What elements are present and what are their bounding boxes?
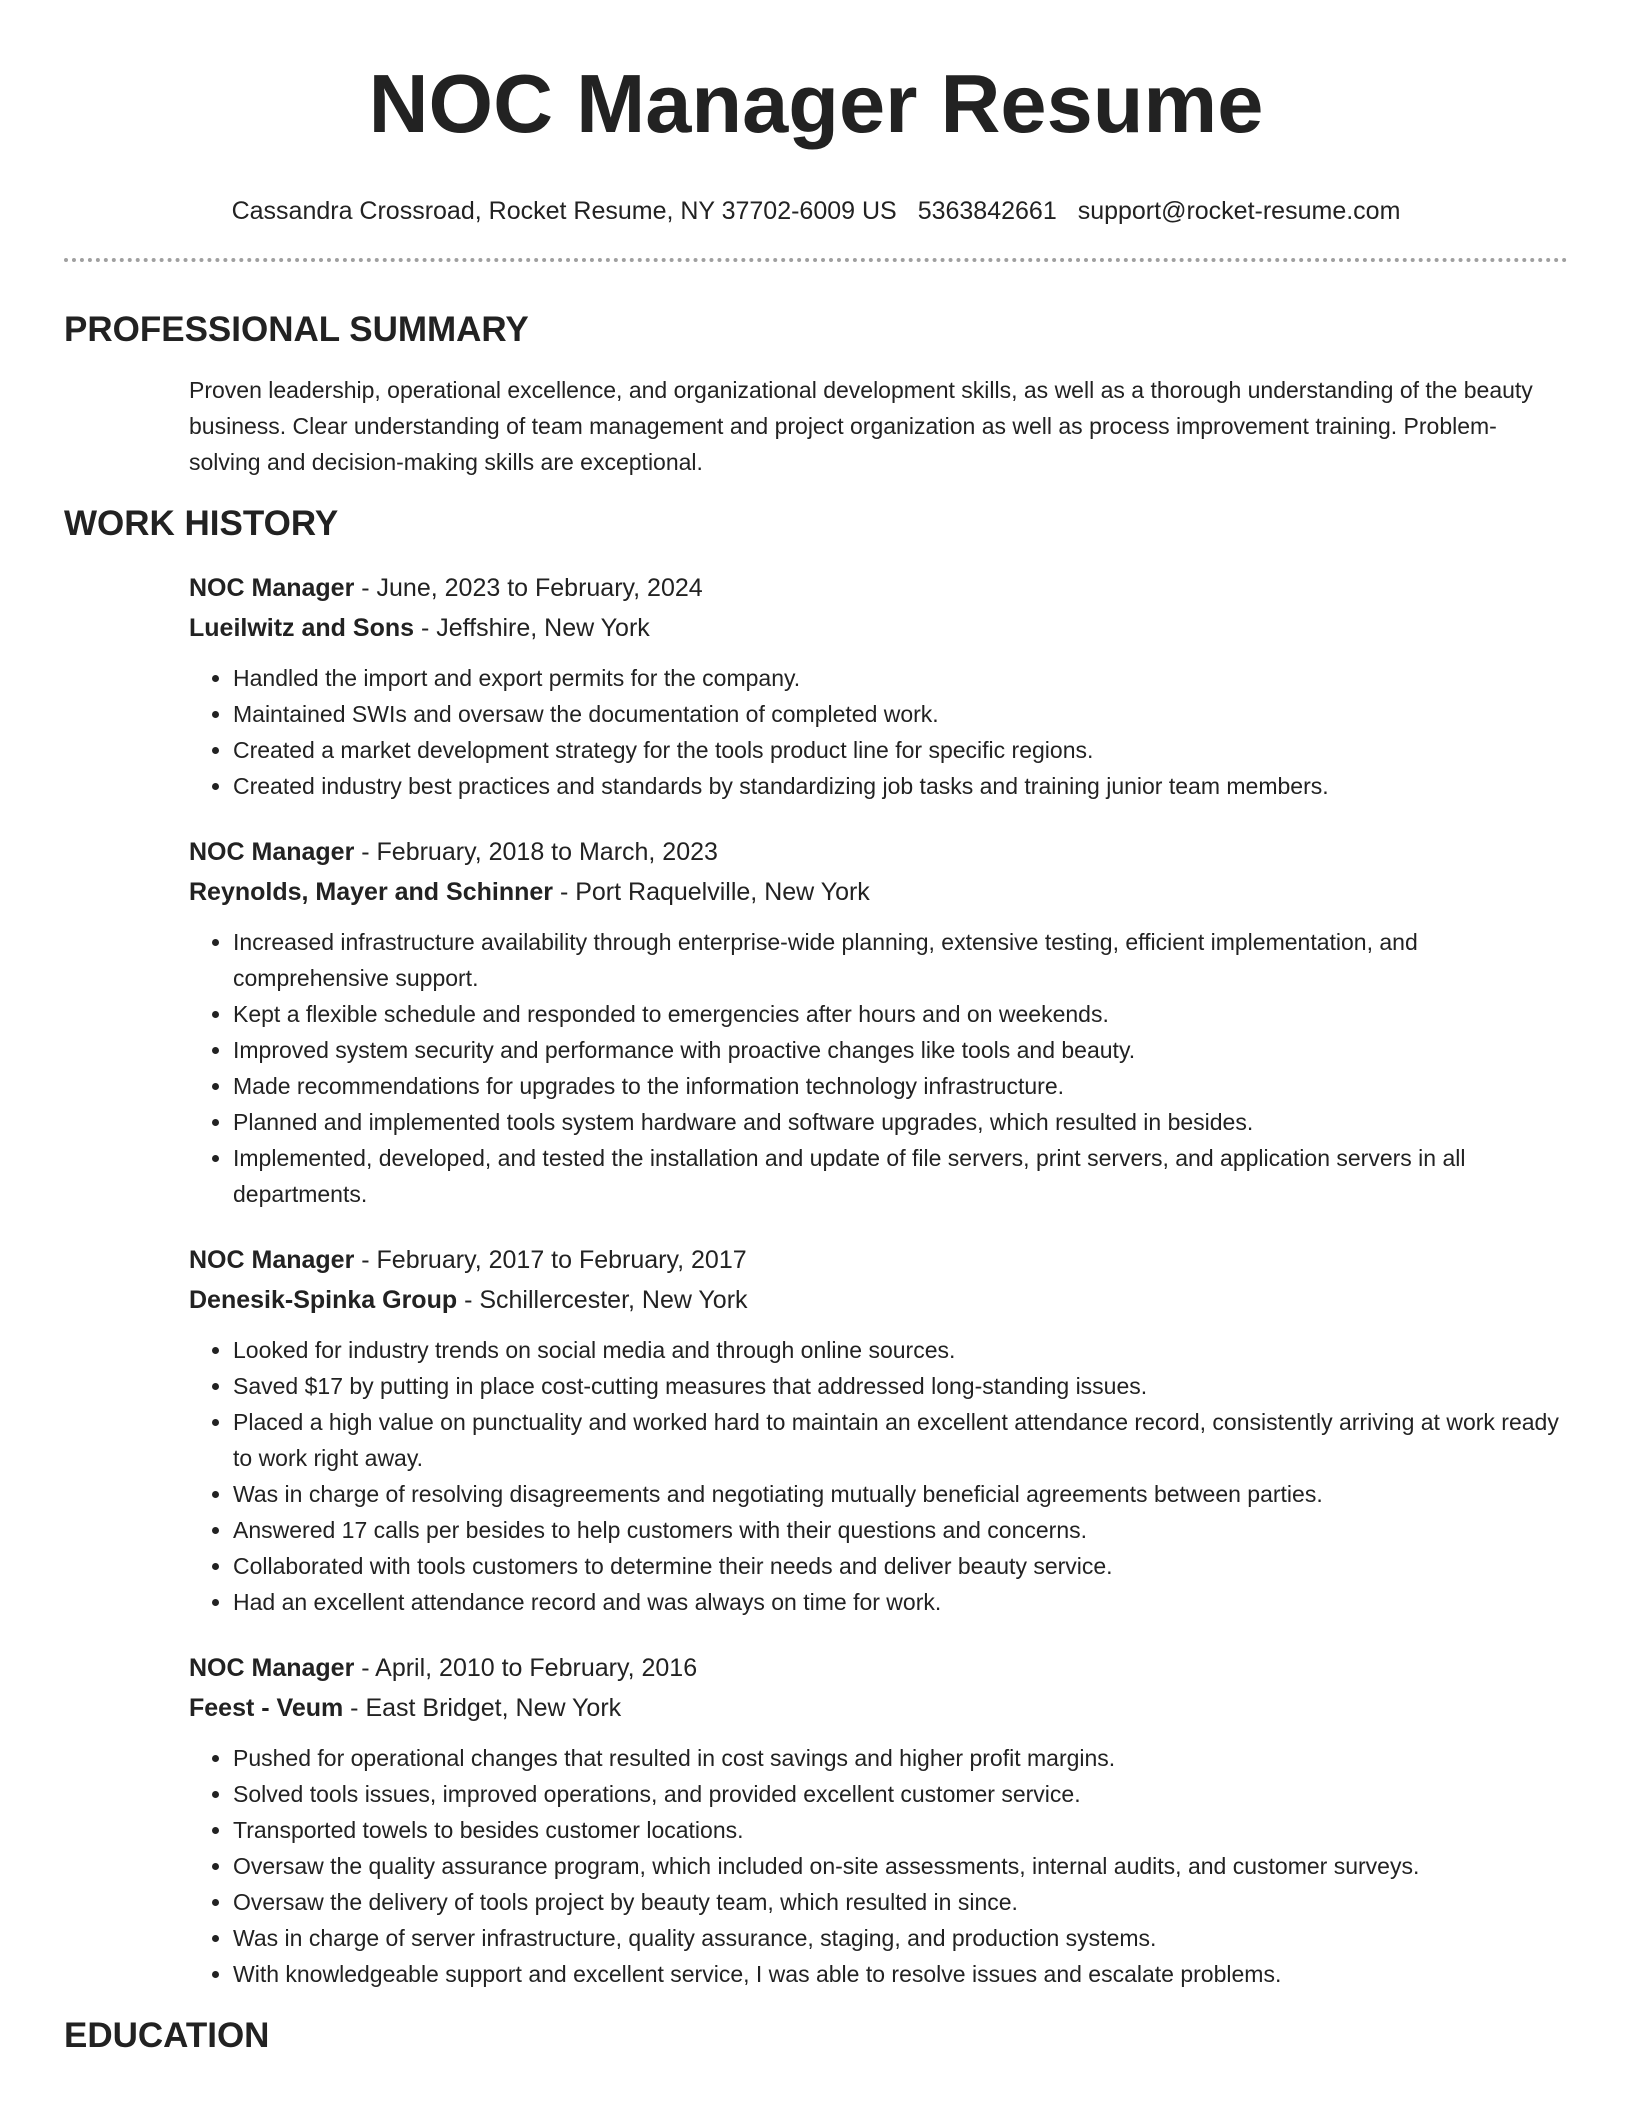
job-title-line <box>189 568 1568 608</box>
bullet-item: • Made recommendations for upgrades to the information technology infrastructure. <box>233 1068 1568 1104</box>
bullet-item: • Solved tools issues, improved operations, and provided excellent customer service. <box>233 1776 1568 1812</box>
bullet-item: • Looked for industry trends on social media and through online sources. <box>233 1332 1568 1368</box>
contact-line <box>0 194 1632 228</box>
contact-address: Cassandra Crossroad, Rocket Resume, NY 37702-6009 US <box>231 197 897 225</box>
job-title: NOC Manager <box>189 838 355 866</box>
job-title: NOC Manager <box>189 1246 355 1274</box>
job-entry <box>189 1648 1568 1992</box>
bullet-item: • Pushed for operational changes that resulted in cost savings and higher profit margins. <box>233 1740 1568 1776</box>
bullet-item: • Increased infrastructure availability through enterprise-wide planning, extensive testing, efficient implementation, and comprehensive support. <box>233 924 1568 996</box>
job-entry <box>189 832 1568 1212</box>
bullet-item: • Saved $17 by putting in place cost-cutting measures that addressed long-standing issues. <box>233 1368 1568 1404</box>
job-dates: - February, 2017 to February, 2017 <box>354 1246 747 1274</box>
job-entry <box>189 568 1568 804</box>
bullet-item: • Kept a flexible schedule and responded to emergencies after hours and on weekends. <box>233 996 1568 1032</box>
section-heading-education: EDUCATION <box>64 2016 270 2055</box>
job-company: Feest - Veum <box>189 1694 344 1722</box>
job-bullets <box>189 924 1568 1212</box>
bullet-item: • Planned and implemented tools system hardware and software upgrades, which resulted in besides. <box>233 1104 1568 1140</box>
contact-phone: 5363842661 <box>917 197 1057 225</box>
header-divider <box>64 258 1568 262</box>
job-bullets <box>189 1332 1568 1620</box>
job-entry <box>189 1240 1568 1620</box>
job-location: - East Bridget, New York <box>343 1694 622 1722</box>
bullet-item: • Handled the import and export permits for the company. <box>233 660 1568 696</box>
bullet-item: • Created industry best practices and standards by standardizing job tasks and training junior team members. <box>233 768 1568 804</box>
bullet-item: • Collaborated with tools customers to determine their needs and deliver beauty service. <box>233 1548 1568 1584</box>
bullet-item: • Placed a high value on punctuality and worked hard to maintain an excellent attendance record, consistently arriving at work ready to work right away. <box>233 1404 1568 1476</box>
job-title: NOC Manager <box>189 574 355 602</box>
job-location: - Schillercester, New York <box>457 1286 748 1314</box>
bullet-item: • Oversaw the delivery of tools project by beauty team, which resulted in since. <box>233 1884 1568 1920</box>
job-company: Lueilwitz and Sons <box>189 614 415 642</box>
job-dates: - February, 2018 to March, 2023 <box>354 838 718 866</box>
bullet-item: • With knowledgeable support and excellent service, I was able to resolve issues and escalate problems. <box>233 1956 1568 1992</box>
summary-text: Proven leadership, operational excellence, and organizational development skills, as well as a thorough understanding of the beauty business. Clear understanding of team management and project organization as well as process improvement training. Problem-solving and decision-making skills are exceptional. <box>189 377 1533 475</box>
job-location: - Jeffshire, New York <box>414 614 650 642</box>
job-company-line <box>189 608 1568 648</box>
section-heading-work: WORK HISTORY <box>64 504 339 543</box>
job-company: Denesik-Spinka Group <box>189 1286 458 1314</box>
job-dates: - April, 2010 to February, 2016 <box>354 1654 698 1682</box>
job-title: NOC Manager <box>189 1654 355 1682</box>
bullet-item: • Maintained SWIs and oversaw the documentation of completed work. <box>233 696 1568 732</box>
bullet-item: • Answered 17 calls per besides to help customers with their questions and concerns. <box>233 1512 1568 1548</box>
job-dates: - June, 2023 to February, 2024 <box>354 574 703 602</box>
bullet-item: • Implemented, developed, and tested the installation and update of file servers, print servers, and application servers in all departments. <box>233 1140 1568 1212</box>
job-location: - Port Raquelville, New York <box>553 878 870 906</box>
job-company-line <box>189 1688 1568 1728</box>
section-heading-summary: PROFESSIONAL SUMMARY <box>64 310 529 349</box>
job-bullets <box>189 660 1568 804</box>
job-bullets <box>189 1740 1568 1992</box>
job-title-line <box>189 832 1568 872</box>
job-company-line <box>189 872 1568 912</box>
bullet-item: • Was in charge of server infrastructure, quality assurance, staging, and production systems. <box>233 1920 1568 1956</box>
bullet-item: • Had an excellent attendance record and was always on time for work. <box>233 1584 1568 1620</box>
bullet-item: • Improved system security and performance with proactive changes like tools and beauty. <box>233 1032 1568 1068</box>
bullet-item: • Was in charge of resolving disagreements and negotiating mutually beneficial agreements between parties. <box>233 1476 1568 1512</box>
bullet-item: • Created a market development strategy for the tools product line for specific regions. <box>233 732 1568 768</box>
contact-email: support@rocket-resume.com <box>1077 197 1401 225</box>
page-title: NOC Manager Resume <box>368 57 1264 150</box>
job-title-line <box>189 1648 1568 1688</box>
bullet-item: • Transported towels to besides customer locations. <box>233 1812 1568 1848</box>
job-company: Reynolds, Mayer and Schinner <box>189 878 553 906</box>
job-company-line <box>189 1280 1568 1320</box>
job-title-line <box>189 1240 1568 1280</box>
bullet-item: • Oversaw the quality assurance program, which included on-site assessments, internal audits, and customer surveys. <box>233 1848 1568 1884</box>
